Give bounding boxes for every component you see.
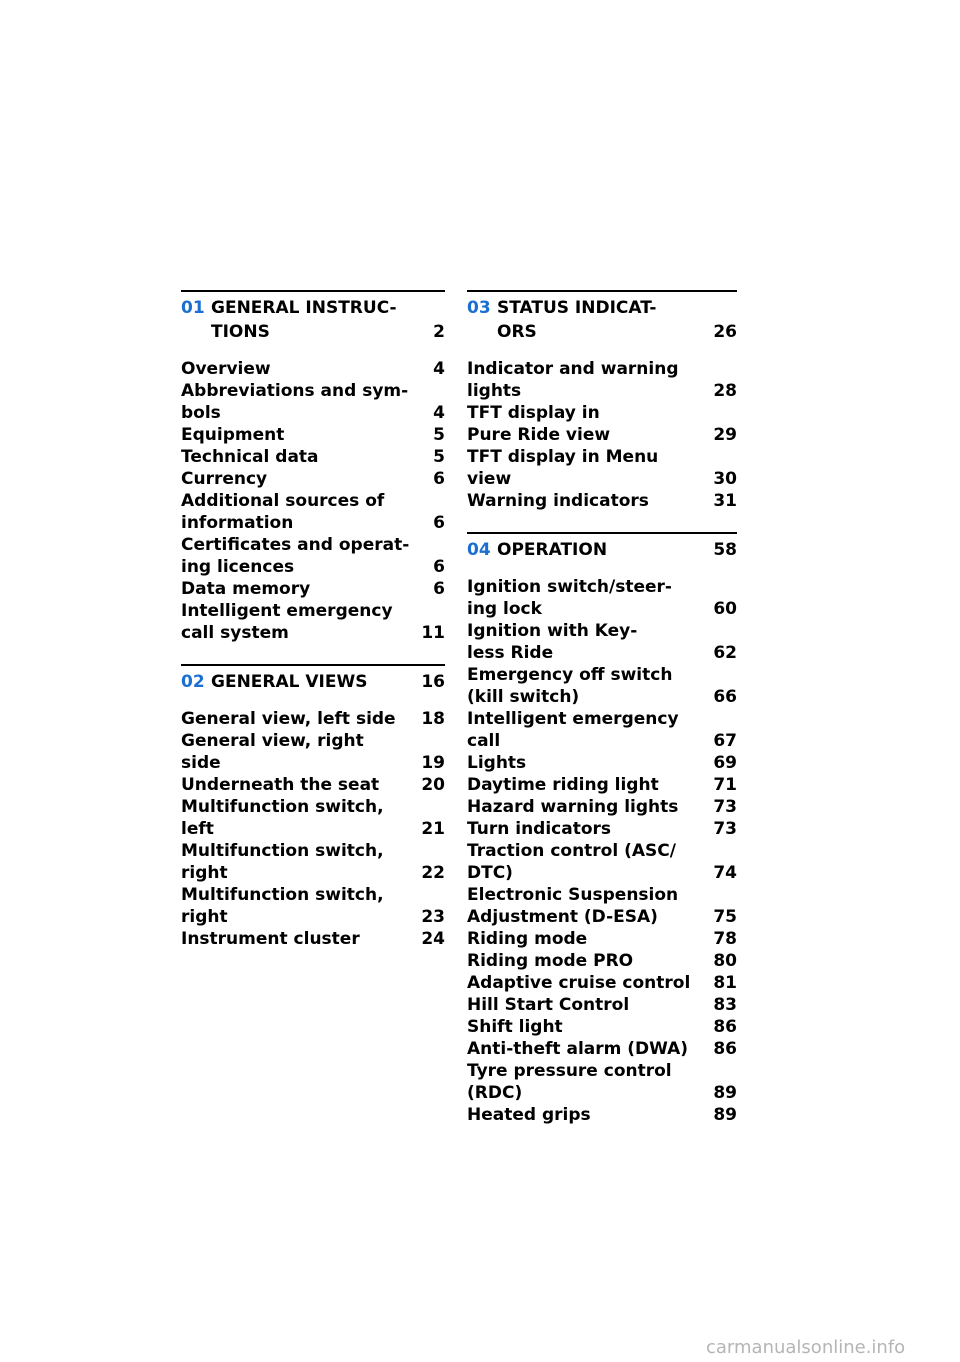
toc-entry[interactable]	[467, 1104, 737, 1126]
toc-entry-list	[467, 358, 737, 512]
toc-entry-page: 31	[713, 491, 737, 511]
chapter-page-number: 26	[713, 322, 737, 342]
toc-entry-page: 74	[713, 863, 737, 883]
toc-entry[interactable]	[181, 708, 445, 730]
toc-entry[interactable]	[181, 446, 445, 468]
toc-entry-title: Ignition with Key- less Ride	[467, 621, 638, 663]
toc-entry-page: 81	[713, 973, 737, 993]
toc-entry-title: Indicator and warning lights	[467, 359, 679, 401]
toc-entry-title: Emergency off switch (kill switch)	[467, 665, 673, 707]
chapter-number: 02	[181, 672, 205, 692]
toc-entry-page: 67	[713, 731, 737, 751]
toc-entry[interactable]	[467, 884, 737, 928]
toc-entry[interactable]	[467, 1038, 737, 1060]
toc-entry-title: Overview	[181, 359, 271, 379]
chapter-title: OPERATION	[497, 540, 608, 560]
toc-entry[interactable]	[467, 950, 737, 972]
toc-entry-page: 4	[433, 403, 445, 423]
toc-entry-page: 23	[421, 907, 445, 927]
toc-entry-title: TFT display in Menu view	[467, 447, 659, 489]
toc-entry[interactable]	[467, 664, 737, 708]
toc-entry-page: 22	[421, 863, 445, 883]
toc-entry-title: Underneath the seat	[181, 775, 380, 795]
toc-entry[interactable]	[467, 490, 737, 512]
toc-entry[interactable]	[467, 928, 737, 950]
toc-entry[interactable]	[467, 708, 737, 752]
toc-entry[interactable]	[181, 730, 445, 774]
toc-entry-page: 86	[713, 1039, 737, 1059]
toc-entry-page: 60	[713, 599, 737, 619]
toc-entry-title: Tyre pressure control (RDC)	[467, 1061, 672, 1103]
toc-entry-title: Daytime riding light	[467, 775, 659, 795]
toc-entry-page: 30	[713, 469, 737, 489]
toc-entry-page: 18	[421, 709, 445, 729]
toc-entry-title: Additional sources of information	[181, 491, 385, 533]
toc-entry-page: 73	[713, 819, 737, 839]
toc-entry[interactable]	[181, 490, 445, 534]
toc-entry[interactable]	[467, 840, 737, 884]
watermark: carmanualsonline.info	[706, 1337, 906, 1358]
toc-entry[interactable]	[181, 534, 445, 578]
toc-entry[interactable]	[467, 1016, 737, 1038]
toc-entry[interactable]	[467, 774, 737, 796]
toc-entry-title: Intelligent emergency call	[467, 709, 679, 751]
toc-entry-list	[181, 708, 445, 950]
toc-entry[interactable]	[181, 600, 445, 644]
toc-entry-title: Intelligent emergency call system	[181, 601, 393, 643]
toc-entry-page: 6	[433, 557, 445, 577]
toc-entry-title: Electronic Suspension Adjustment (D-ESA)	[467, 885, 679, 927]
toc-entry[interactable]	[181, 774, 445, 796]
toc-entry-page: 62	[713, 643, 737, 663]
toc-entry-title: Hazard warning lights	[467, 797, 679, 817]
toc-column-left	[181, 290, 445, 950]
toc-entry-title: Multifunction switch, right	[181, 885, 384, 927]
toc-entry-page: 80	[713, 951, 737, 971]
toc-entry-page: 73	[713, 797, 737, 817]
toc-entry-page: 5	[433, 425, 445, 445]
toc-entry-title: Riding mode	[467, 929, 588, 949]
chapter-number: 04	[467, 540, 491, 560]
toc-entry-title: Data memory	[181, 579, 311, 599]
toc-entry-title: Instrument cluster	[181, 929, 360, 949]
toc-entry[interactable]	[181, 796, 445, 840]
toc-entry[interactable]	[467, 752, 737, 774]
toc-entry[interactable]	[181, 840, 445, 884]
toc-entry-title: Equipment	[181, 425, 285, 445]
toc-entry-page: 4	[433, 359, 445, 379]
toc-entry[interactable]	[467, 994, 737, 1016]
toc-entry-page: 78	[713, 929, 737, 949]
toc-entry-page: 5	[433, 447, 445, 467]
toc-entry-page: 86	[713, 1017, 737, 1037]
toc-entry-page: 20	[421, 775, 445, 795]
toc-entry-title: Multifunction switch, left	[181, 797, 384, 839]
toc-entry[interactable]	[467, 576, 737, 620]
toc-entry-page: 19	[421, 753, 445, 773]
chapter-heading[interactable]	[181, 670, 445, 694]
toc-entry-list	[467, 576, 737, 1126]
toc-entry-title: Turn indicators	[467, 819, 612, 839]
toc-entry-title: Lights	[467, 753, 527, 773]
chapter-heading[interactable]	[181, 296, 445, 344]
toc-entry[interactable]	[467, 620, 737, 664]
toc-chapter	[467, 532, 737, 1126]
chapter-heading[interactable]	[467, 296, 737, 344]
toc-chapter	[181, 664, 445, 950]
toc-entry-list	[181, 358, 445, 644]
toc-entry-page: 6	[433, 579, 445, 599]
toc-entry-title: Riding mode PRO	[467, 951, 634, 971]
toc-entry-title: General view, left side	[181, 709, 396, 729]
toc-entry[interactable]	[467, 972, 737, 994]
toc-entry[interactable]	[467, 446, 737, 490]
chapter-page-number: 58	[713, 540, 737, 560]
toc-entry-page: 29	[713, 425, 737, 445]
toc-entry[interactable]	[181, 424, 445, 446]
toc-entry[interactable]	[181, 928, 445, 950]
toc-entry-page: 66	[713, 687, 737, 707]
toc-entry-title: Traction control (ASC/ DTC)	[467, 841, 676, 883]
toc-entry-title: Ignition switch/steer- ing lock	[467, 577, 672, 619]
toc-entry-title: Shift light	[467, 1017, 563, 1037]
toc-entry-page: 75	[713, 907, 737, 927]
toc-entry-page: 28	[713, 381, 737, 401]
toc-entry-page: 11	[421, 623, 445, 643]
toc-entry-page: 71	[713, 775, 737, 795]
toc-entry-page: 21	[421, 819, 445, 839]
toc-entry[interactable]	[467, 358, 737, 402]
toc-entry[interactable]	[467, 796, 737, 818]
toc-entry-title: Currency	[181, 469, 268, 489]
toc-entry-page: 69	[713, 753, 737, 773]
toc-entry-title: Certificates and operat- ing licences	[181, 535, 410, 577]
toc-entry[interactable]	[467, 402, 737, 446]
toc-entry-title: Abbreviations and sym- bols	[181, 381, 409, 423]
toc-chapter	[467, 290, 737, 512]
toc-entry[interactable]	[181, 468, 445, 490]
toc-chapter	[181, 290, 445, 644]
toc-entry-page: 83	[713, 995, 737, 1015]
chapter-number: 03	[467, 298, 491, 318]
toc-entry[interactable]	[181, 884, 445, 928]
chapter-number: 01	[181, 298, 205, 318]
toc-entry-page: 89	[713, 1105, 737, 1125]
toc-entry[interactable]	[181, 578, 445, 600]
toc-entry-title: Adaptive cruise control	[467, 973, 691, 993]
toc-entry[interactable]	[467, 818, 737, 840]
toc-entry[interactable]	[467, 1060, 737, 1104]
toc-entry-page: 6	[433, 469, 445, 489]
chapter-title: STATUS INDICAT- ORS	[497, 298, 657, 342]
toc-entry-title: Anti-theft alarm (DWA)	[467, 1039, 689, 1059]
toc-entry[interactable]	[181, 358, 445, 380]
toc-entry-title: Multifunction switch, right	[181, 841, 384, 883]
chapter-heading[interactable]	[467, 538, 737, 562]
chapter-title: GENERAL INSTRUC- TIONS	[211, 298, 397, 342]
toc-entry-title: Technical data	[181, 447, 319, 467]
toc-entry-page: 89	[713, 1083, 737, 1103]
toc-entry-title: Heated grips	[467, 1105, 591, 1125]
toc-entry-title: Hill Start Control	[467, 995, 630, 1015]
toc-entry-title: General view, right side	[181, 731, 364, 773]
toc-entry-page: 6	[433, 513, 445, 533]
toc-entry-title: Warning indicators	[467, 491, 649, 511]
chapter-title: GENERAL VIEWS	[211, 672, 368, 692]
chapter-page-number: 16	[421, 672, 445, 692]
chapter-page-number: 2	[433, 322, 445, 342]
toc-entry-title: TFT display in Pure Ride view	[467, 403, 611, 445]
toc-entry[interactable]	[181, 380, 445, 424]
toc-column-right	[467, 290, 737, 1126]
toc-entry-page: 24	[421, 929, 445, 949]
